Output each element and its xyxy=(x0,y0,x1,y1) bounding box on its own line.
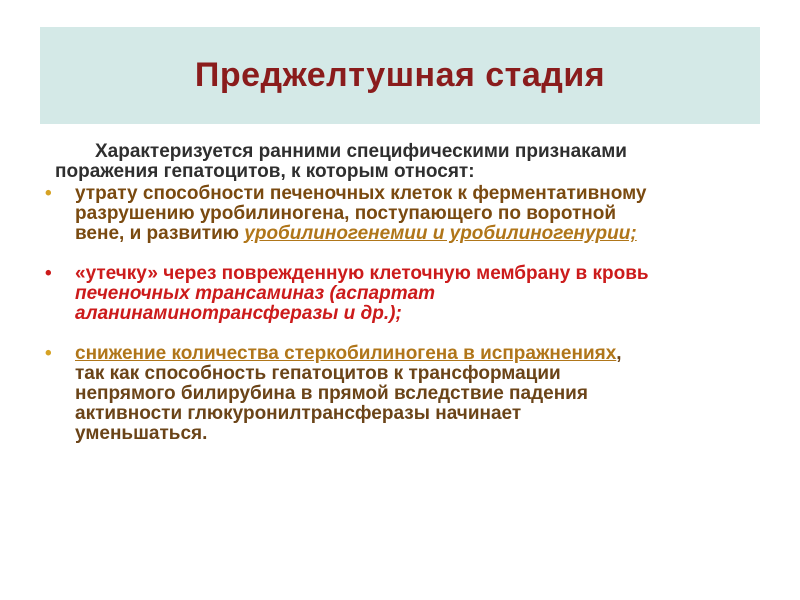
bullet-1-highlight: уробилиногенемии и уробилиногенурии; xyxy=(244,223,637,244)
bullet-3-line-1: так как способность гепатоцитов к трансформации xyxy=(75,363,561,384)
bullet-1-line-2: разрушению уробилиногена, поступающего по воротной xyxy=(75,203,617,224)
title-banner xyxy=(40,27,760,124)
bullet-item-2 xyxy=(44,264,764,324)
bullet-1-tail: вене, и развитию xyxy=(75,223,245,244)
bullet-3-highlight: снижение количества стеркобилиногена в испражнениях xyxy=(75,343,617,364)
bullet-item-1 xyxy=(44,184,764,244)
bullet-dot-icon: • xyxy=(45,343,52,364)
slide-body xyxy=(44,142,764,444)
bullet-2-highlight-line-2: аланинаминотрансферазы и др.); xyxy=(75,303,402,324)
bullet-3-comma: , xyxy=(616,343,622,364)
bullet-3-line-4: уменьшаться. xyxy=(75,423,208,444)
intro-line-2: поражения гепатоцитов, к которым относят: xyxy=(55,161,475,182)
slide-title: Преджелтушная стадия xyxy=(194,56,606,94)
intro-line-1: Характеризуется ранними специфическими признаками xyxy=(95,141,627,162)
bullet-dot-icon: • xyxy=(45,263,52,284)
intro-paragraph xyxy=(44,142,764,182)
bullet-3-line-2: непрямого билирубина в прямой вследствие падения xyxy=(75,383,588,404)
bullet-item-3 xyxy=(44,344,764,444)
bullet-1-line-1: утрату способности печеночных клеток к ферментативному xyxy=(75,183,647,204)
bullet-2-line-1: «утечку» через поврежденную клеточную мембрану в кровь xyxy=(75,263,649,284)
bullet-dot-icon: • xyxy=(45,183,52,204)
bullet-2-highlight-line-1: печеночных трансаминаз (аспартат xyxy=(75,283,436,304)
bullet-3-line-3: активности глюкуронилтрансферазы начинает xyxy=(75,403,522,424)
